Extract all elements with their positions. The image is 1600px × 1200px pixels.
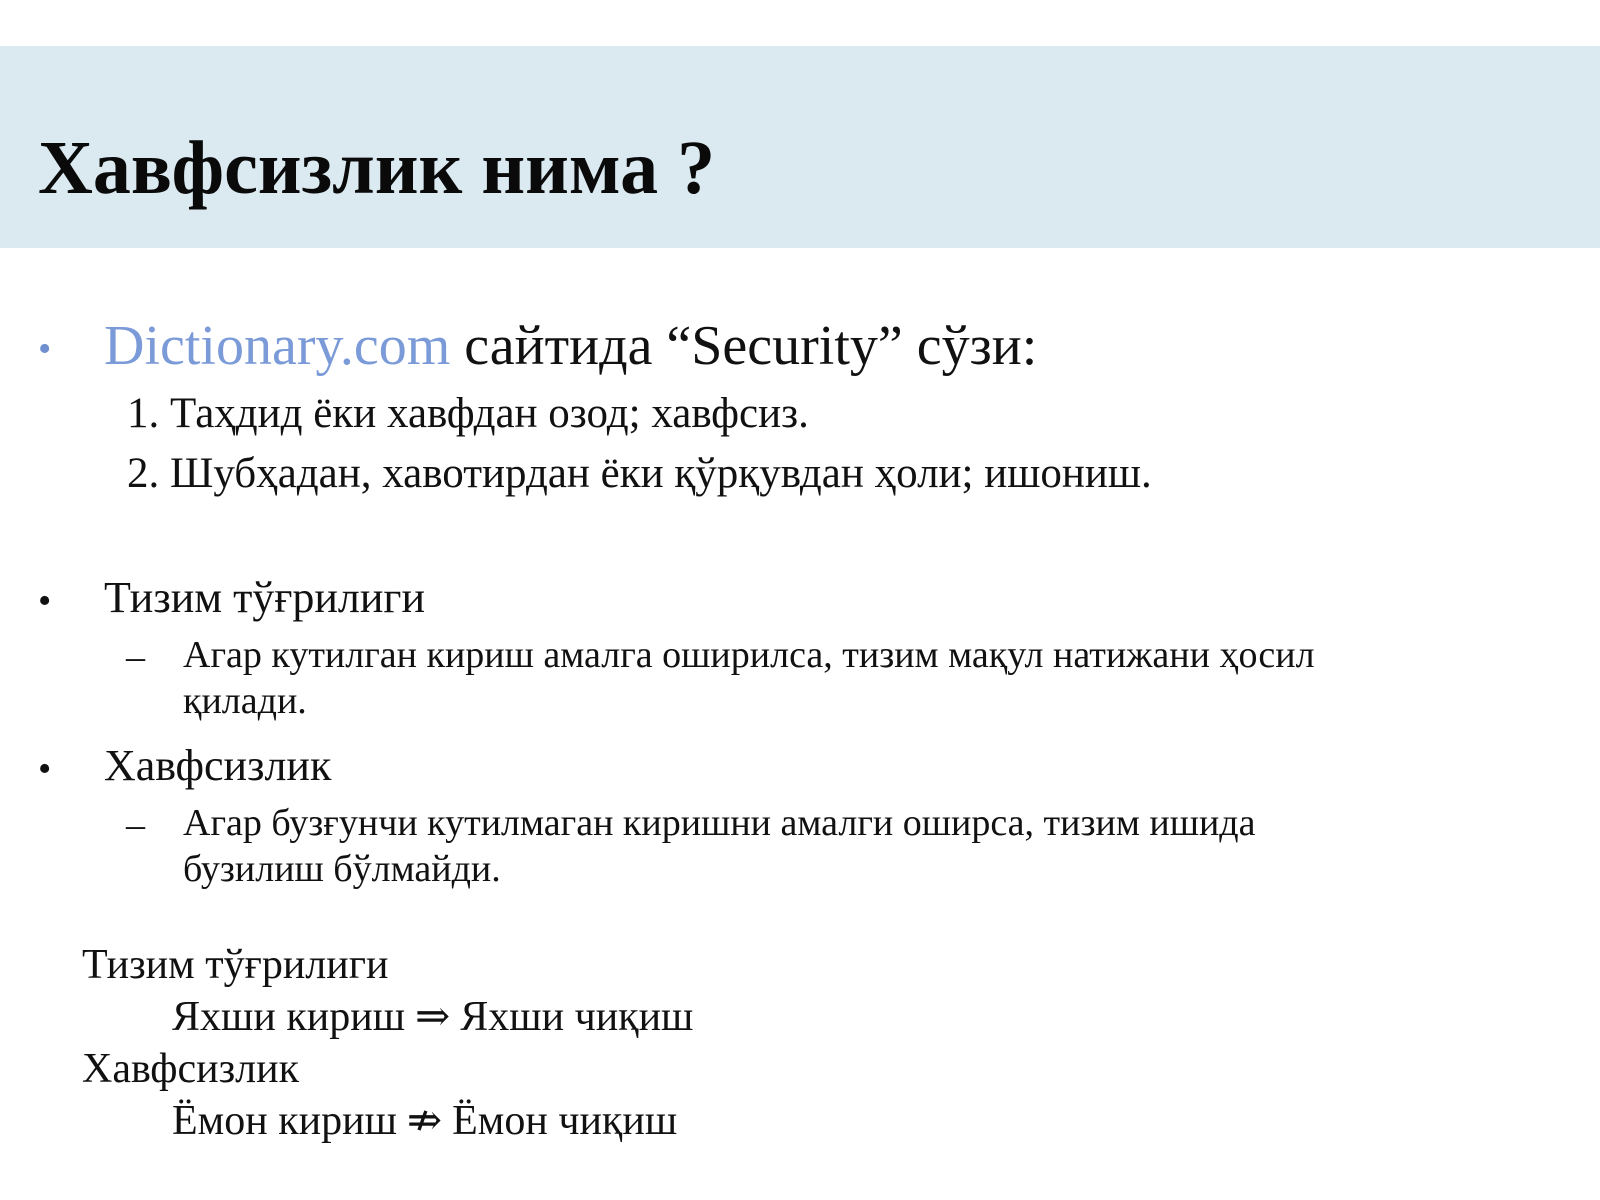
summary-correctness-label: Тизим тўғрилиги (82, 942, 389, 988)
bullet-marker: • (38, 748, 52, 790)
bullet-dictionary (104, 315, 1038, 377)
good-output: Яхши чиқиш (460, 994, 694, 1040)
bullet-marker: • (38, 580, 52, 622)
bullet-dictionary-text: сайтида “Security” сўзи: (450, 315, 1038, 377)
security-detail-line1: Агар бузғунчи кутилмаган киришни амалги оширса, тизим ишида (183, 802, 1256, 844)
good-input: Яхши кириш (172, 994, 406, 1040)
security-detail-line2: бузилиш бўлмайди. (183, 848, 501, 890)
implies-arrow-icon: ⇒ (415, 994, 451, 1040)
summary-security-label: Хавфсизлик (82, 1046, 300, 1092)
bad-input: Ёмон кириш (172, 1098, 397, 1144)
bullet-security: Хавфсизлик (104, 741, 332, 790)
correctness-detail-line1: Агар кутилган кириш амалга оширилса, тизим мақул натижани ҳосил (183, 634, 1315, 676)
not-implies-arrow-icon: ⇏ (406, 1098, 443, 1144)
dash-marker: – (126, 804, 145, 846)
definition-1: 1. Таҳдид ёки хавфдан озод; хавфсиз. (127, 390, 809, 437)
dictionary-link[interactable]: Dictionary.com (104, 315, 451, 377)
summary-security-formula (172, 1100, 677, 1142)
correctness-detail-line2: қилади. (183, 680, 307, 722)
bullet-marker: • (38, 328, 52, 370)
bad-output: Ёмон чиқиш (452, 1098, 678, 1144)
bullet-system-correctness: Тизим тўғрилиги (104, 573, 426, 622)
dash-marker: – (126, 636, 145, 678)
definition-2: 2. Шубҳадан, хавотирдан ёки қўрқувдан ҳоли; ишониш. (127, 450, 1152, 497)
slide-title: Хавфсизлик нима ? (38, 126, 716, 210)
summary-correctness-formula (172, 996, 693, 1038)
